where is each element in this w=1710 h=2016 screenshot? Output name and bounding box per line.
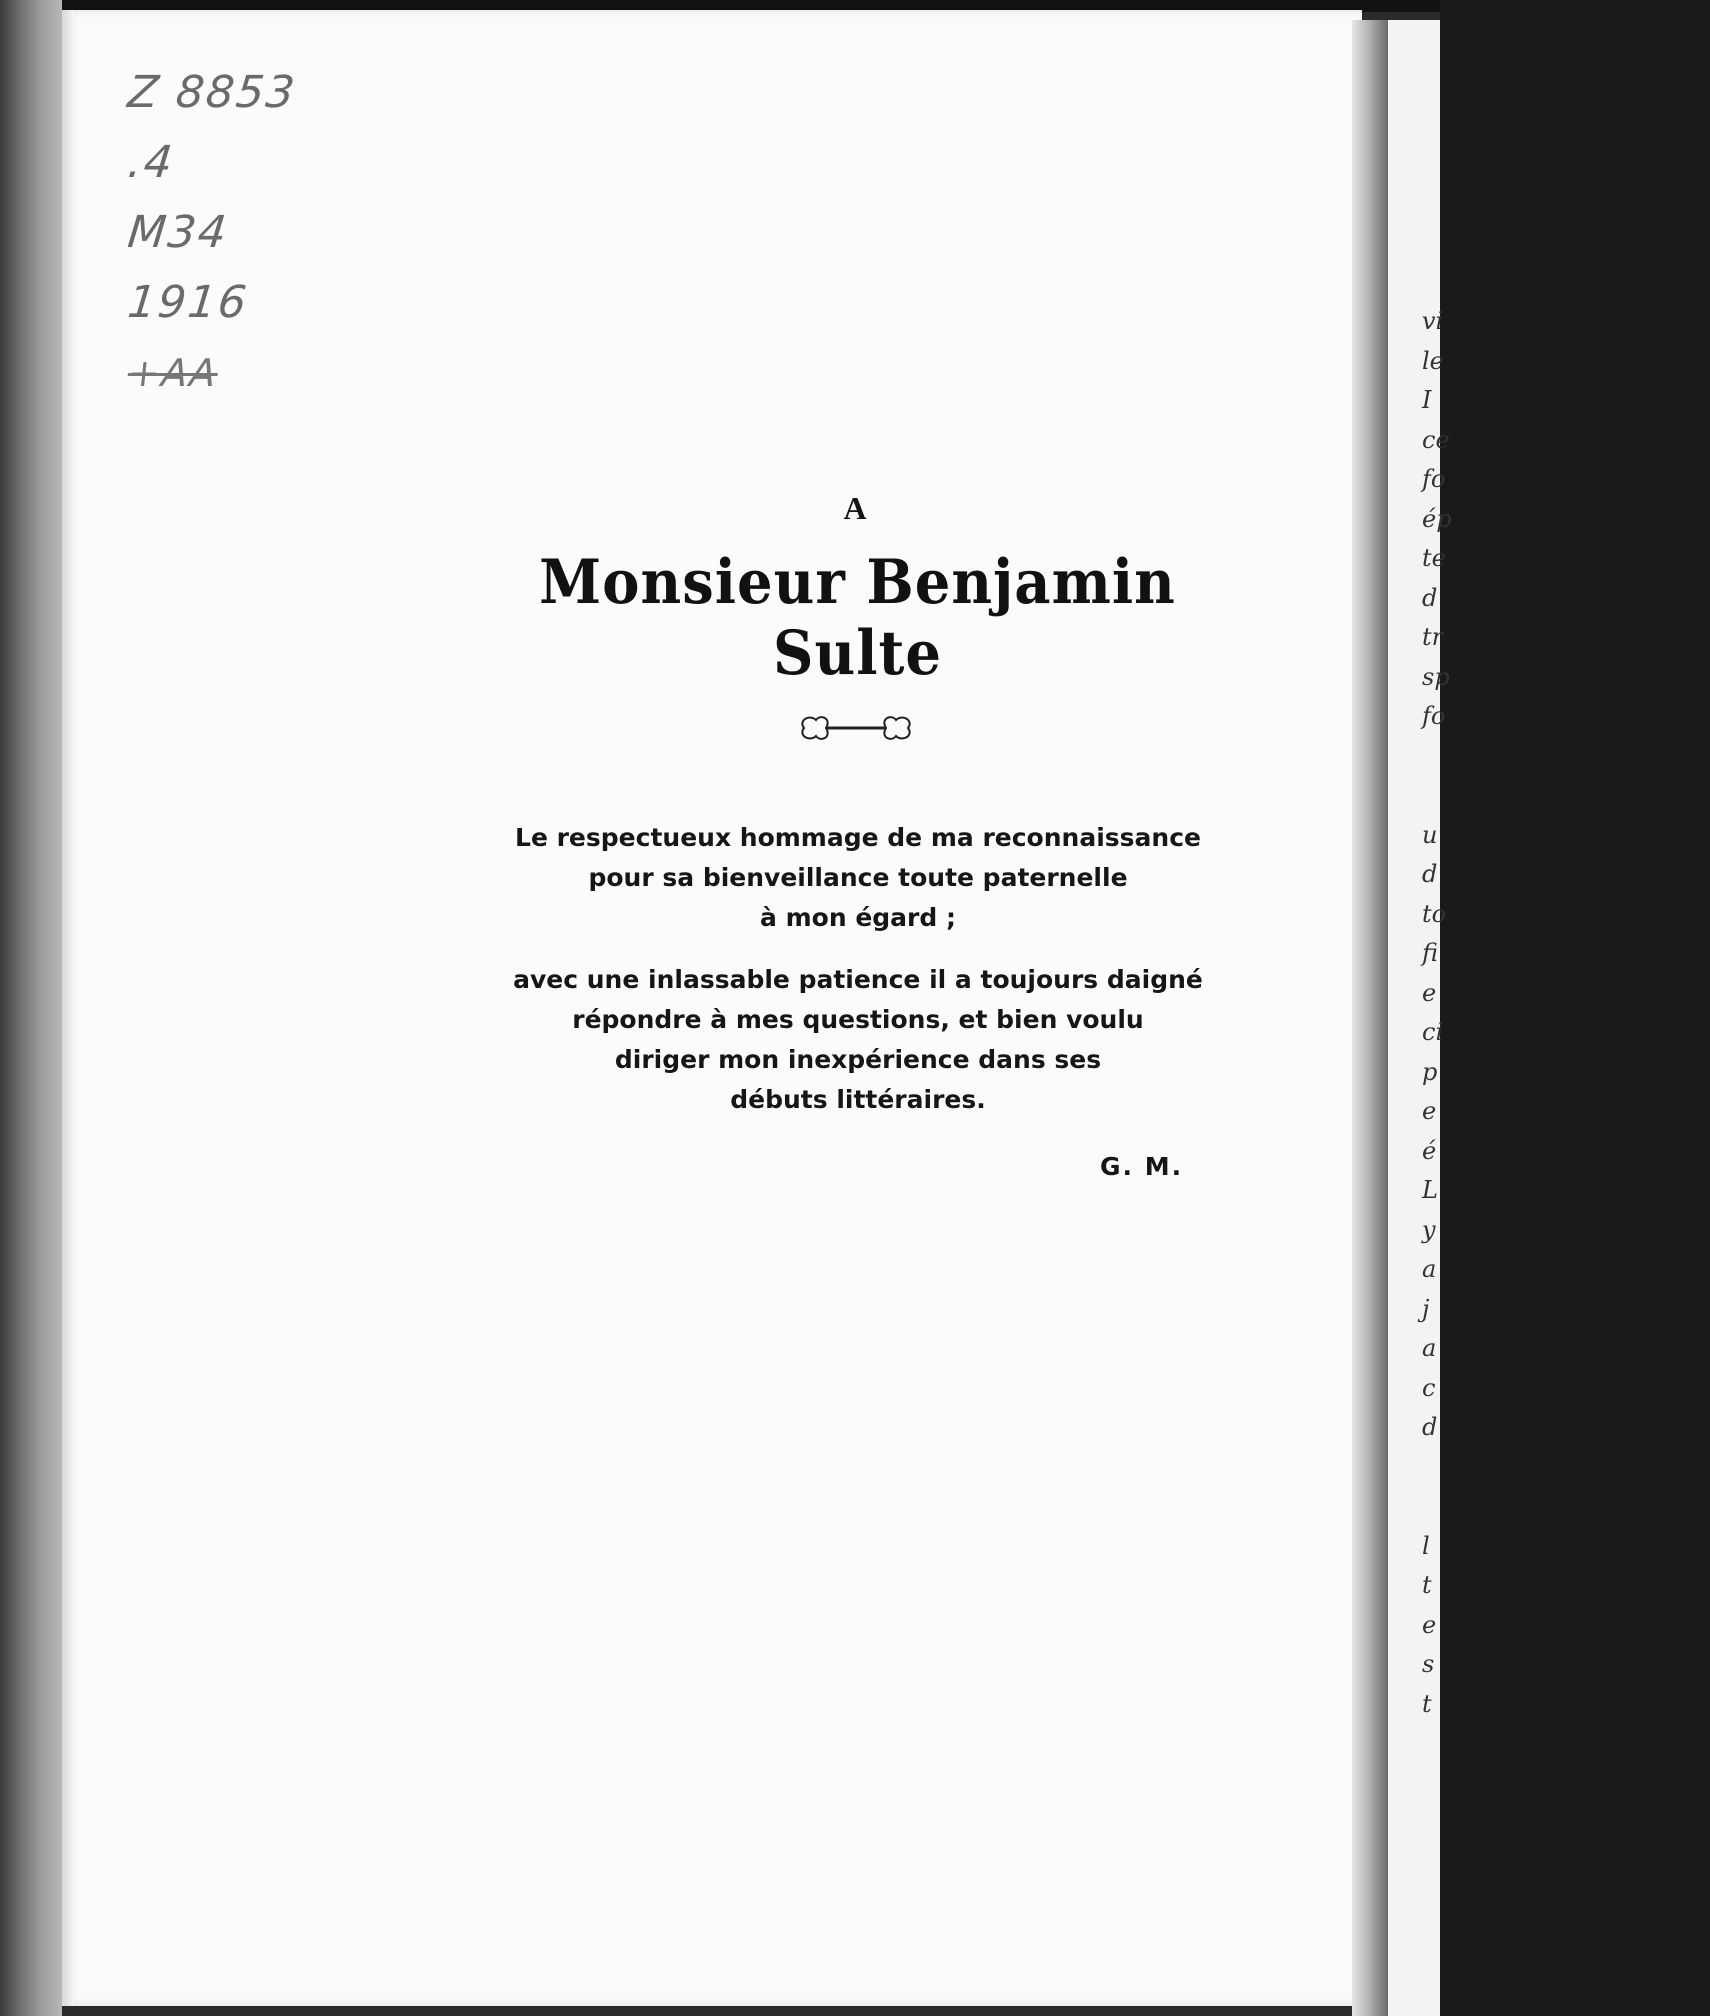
facing-fragment: ce (1422, 425, 1450, 454)
dedication-text (502, 818, 1214, 1120)
facing-fragment: a (1422, 1255, 1437, 1283)
facing-fragment: vi (1422, 307, 1444, 335)
facing-fragment (1422, 1487, 1462, 1527)
facing-fragment (1422, 737, 1462, 777)
facing-fragment: ci (1422, 1018, 1444, 1046)
facing-fragment: l (1422, 1531, 1430, 1560)
facing-fragment: c (1422, 1373, 1436, 1402)
book-gutter (1352, 20, 1388, 2016)
facing-fragment: fo (1422, 702, 1446, 730)
dedication-line: répondre à mes questions, et bien voulu (572, 1005, 1144, 1034)
facing-fragment: p (1422, 1057, 1438, 1086)
facing-fragment: fi (1422, 939, 1439, 967)
facing-fragment: u (1422, 820, 1438, 849)
ornament-divider-icon (796, 708, 916, 748)
dedication-line: Le respectueux hommage de ma reconnaissance (515, 823, 1201, 852)
facing-fragment: d (1422, 1413, 1438, 1441)
facing-fragment (1422, 776, 1462, 816)
call-number-line: .4 (125, 137, 177, 188)
facing-fragment: le (1422, 346, 1444, 375)
facing-fragment: t (1422, 1689, 1432, 1718)
paragraph-gap (502, 938, 1214, 960)
facing-page-edge (1388, 20, 1452, 2016)
page-left-shadow (62, 10, 74, 2006)
handwritten-call-number (125, 58, 299, 408)
facing-fragment (1422, 1448, 1462, 1488)
dedication-line: pour sa bienveillance toute paternelle (588, 863, 1128, 892)
dedication-line: diriger mon inexpérience dans ses (614, 1045, 1102, 1074)
dedicatee-name: Monsieur Benjamin Sulte (539, 546, 1176, 690)
facing-fragment: a (1422, 1334, 1437, 1362)
dedication-line: débuts littéraires. (730, 1085, 986, 1114)
facing-fragment: e (1422, 1097, 1437, 1125)
facing-fragment: e (1422, 1610, 1437, 1639)
dedication-line: à mon égard ; (760, 903, 956, 932)
facing-fragment: sp (1422, 662, 1450, 691)
facing-fragment: ép (1422, 504, 1452, 533)
facing-fragment: e (1422, 978, 1437, 1007)
call-number-struck-line: +AA (125, 351, 221, 395)
facing-fragment: d (1422, 860, 1438, 888)
facing-fragment: é (1422, 1136, 1437, 1165)
facing-fragment: to (1422, 899, 1447, 928)
facing-fragment: s (1422, 1650, 1435, 1678)
scan-left-edge (0, 0, 62, 2016)
facing-fragment: j (1422, 1294, 1430, 1323)
call-number-line: Z 8853 (125, 67, 299, 118)
signature-initials: G. M. (1100, 1152, 1184, 1181)
dedication-line: avec une inlassable patience il a toujours daigné (513, 965, 1203, 994)
facing-fragment: L (1422, 1176, 1438, 1204)
facing-fragment: d (1422, 583, 1438, 612)
facing-fragment: y (1422, 1215, 1436, 1244)
facing-fragment: t (1422, 1571, 1432, 1599)
facing-fragment: fo (1422, 465, 1446, 493)
facing-fragment: tr (1422, 623, 1444, 651)
dedication-prefix: A (843, 490, 867, 526)
call-number-line: M34 (125, 207, 231, 258)
facing-fragment: I (1422, 386, 1432, 414)
call-number-line: 1916 (125, 277, 251, 328)
facing-fragment: te (1422, 544, 1446, 572)
